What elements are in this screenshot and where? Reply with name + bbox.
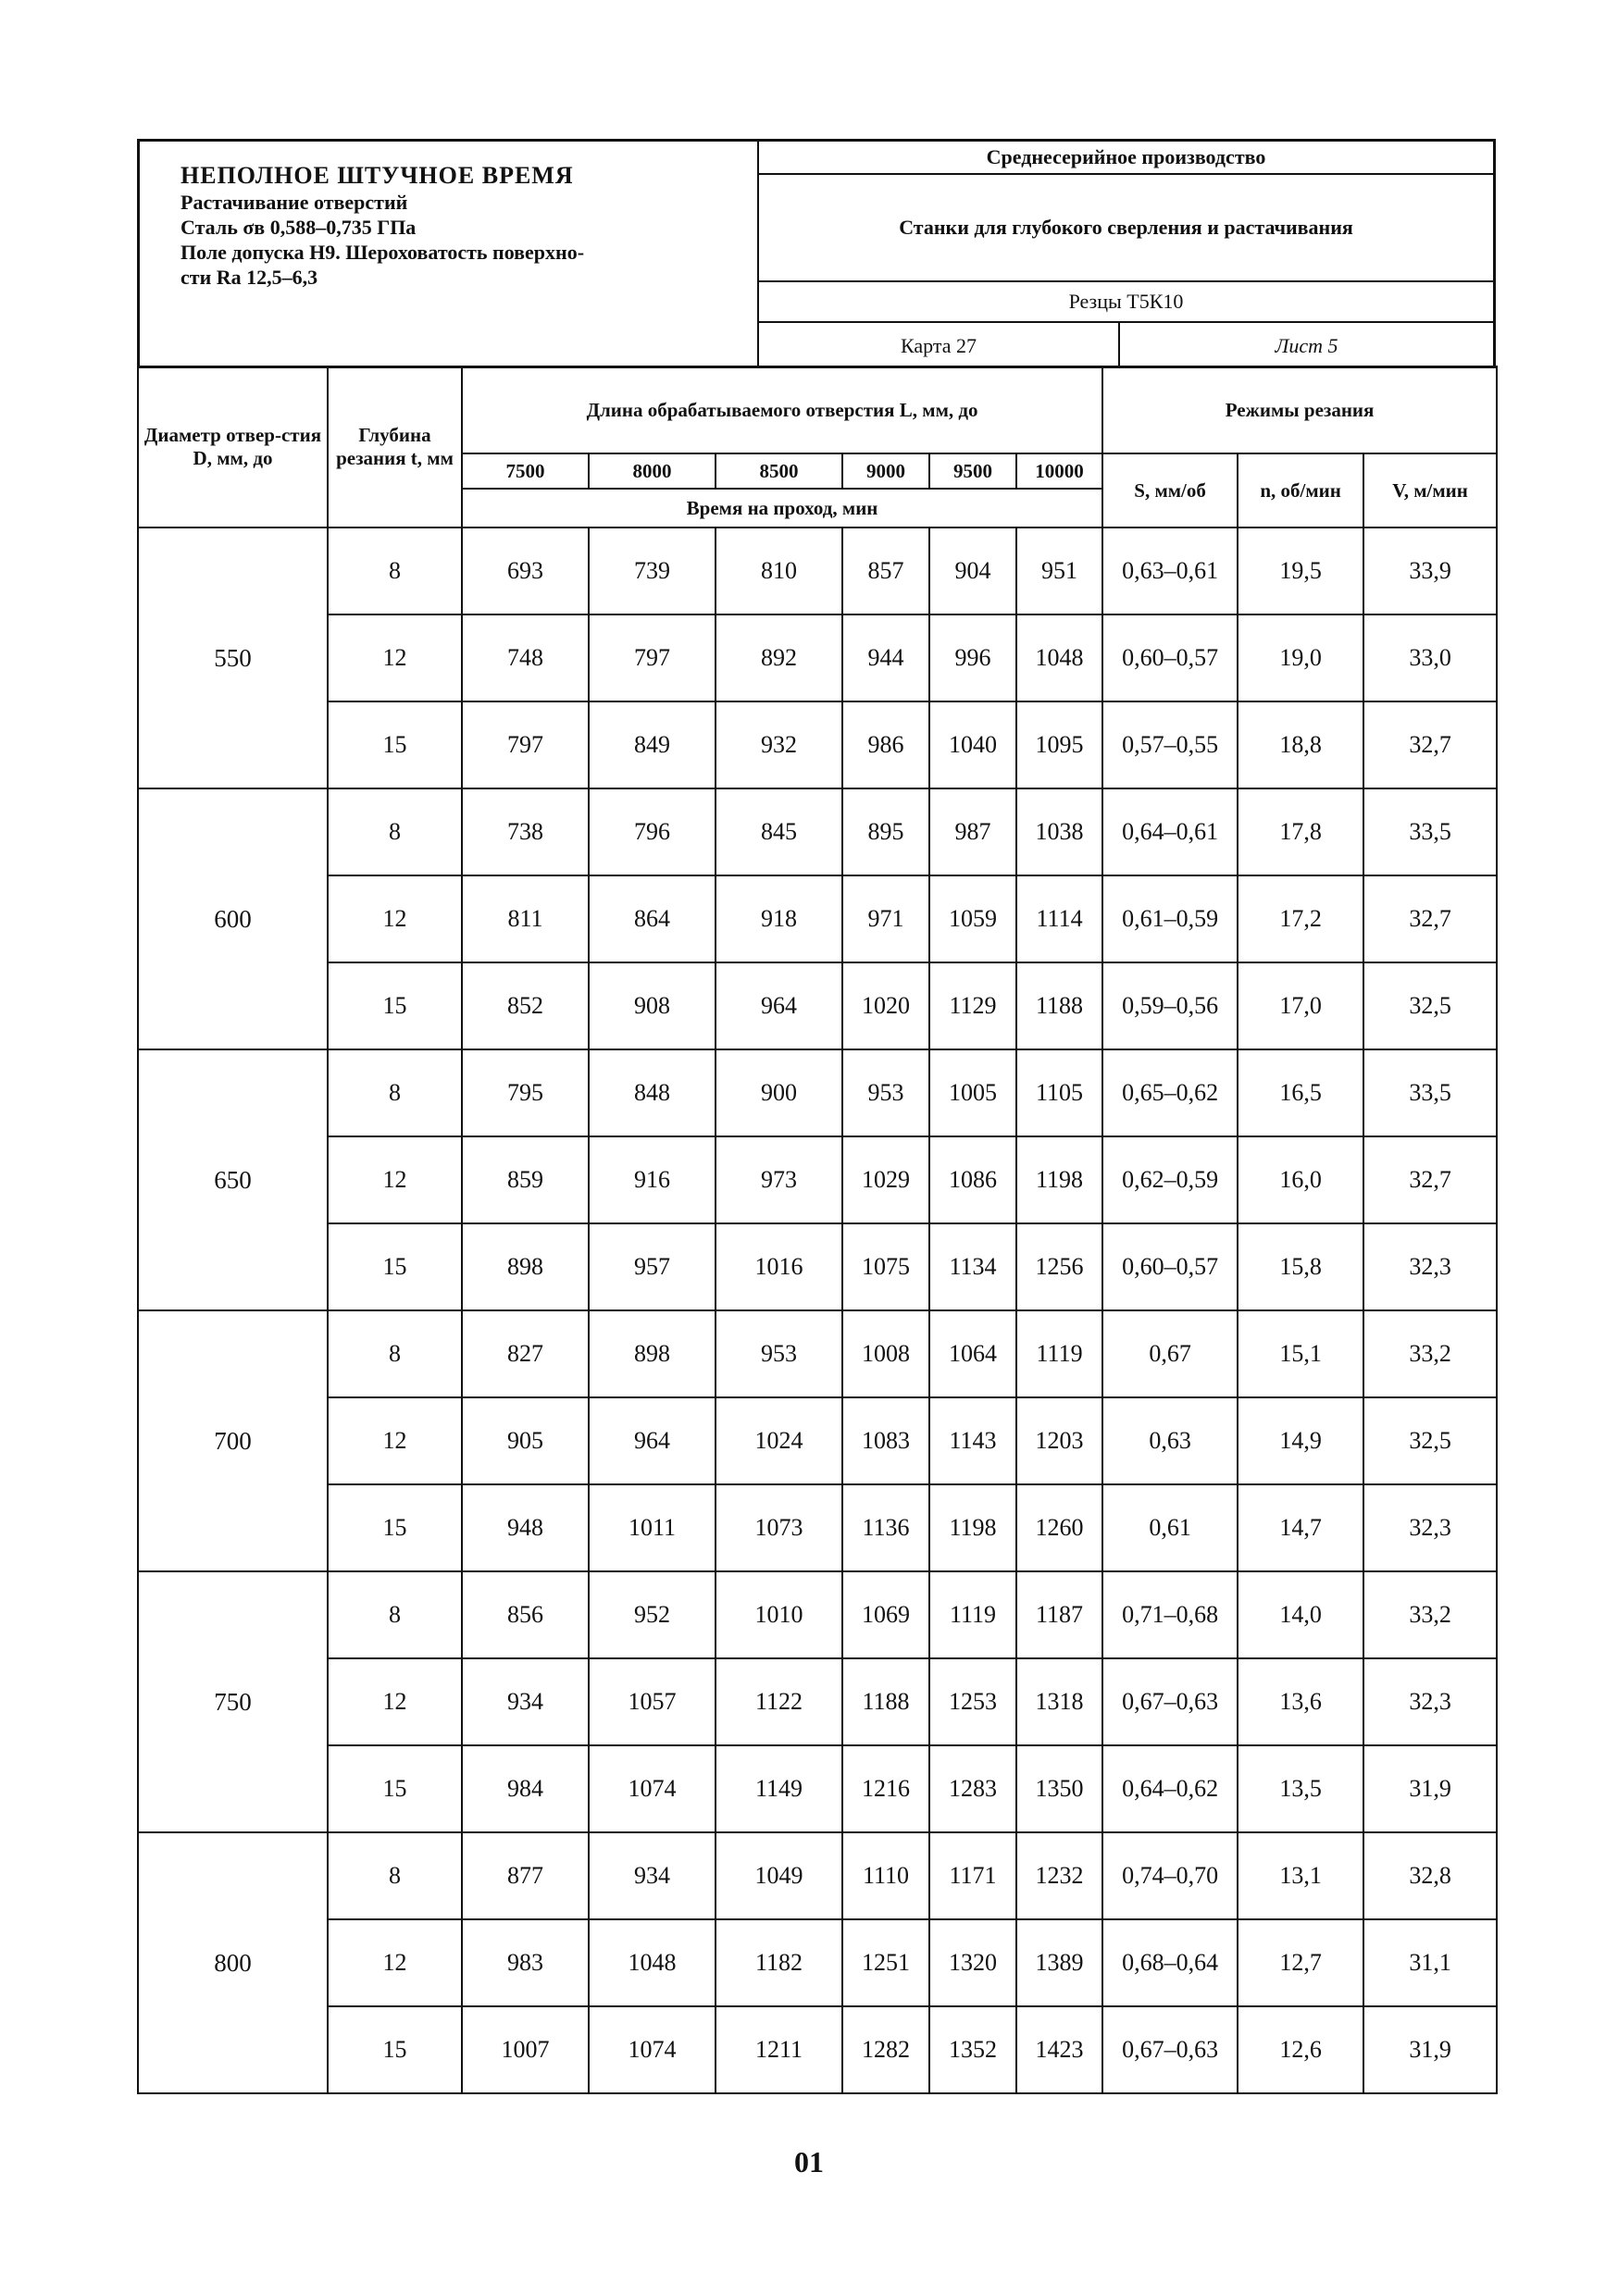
cutting-time-table bbox=[137, 366, 1498, 2094]
time-cell: 1318 bbox=[1016, 1658, 1102, 1745]
time-cell: 857 bbox=[842, 527, 929, 614]
rpm-cell: 16,5 bbox=[1238, 1049, 1363, 1136]
feed-cell: 0,74–0,70 bbox=[1102, 1832, 1238, 1919]
length-9000: 9000 bbox=[842, 453, 929, 489]
time-cell: 810 bbox=[716, 527, 842, 614]
time-cell: 1352 bbox=[929, 2006, 1016, 2093]
depth-cell: 15 bbox=[328, 1745, 462, 1832]
time-cell: 1232 bbox=[1016, 1832, 1102, 1919]
header-length: Длина обрабатываемого отверстия L, мм, до bbox=[462, 366, 1102, 453]
cutting-speed-cell: 33,2 bbox=[1363, 1310, 1497, 1397]
time-cell: 1119 bbox=[929, 1571, 1016, 1658]
cutting-speed-cell: 32,7 bbox=[1363, 701, 1497, 788]
feed-cell: 0,59–0,56 bbox=[1102, 962, 1238, 1049]
time-cell: 1119 bbox=[1016, 1310, 1102, 1397]
time-cell: 1073 bbox=[716, 1484, 842, 1571]
time-cell: 1143 bbox=[929, 1397, 1016, 1484]
time-cell: 811 bbox=[462, 875, 589, 962]
time-cell: 1083 bbox=[842, 1397, 929, 1484]
rpm-cell: 13,5 bbox=[1238, 1745, 1363, 1832]
cutting-speed-cell: 33,2 bbox=[1363, 1571, 1497, 1658]
time-cell: 1187 bbox=[1016, 1571, 1102, 1658]
time-cell: 1188 bbox=[1016, 962, 1102, 1049]
time-cell: 1038 bbox=[1016, 788, 1102, 875]
depth-cell: 12 bbox=[328, 1397, 462, 1484]
time-cell: 1423 bbox=[1016, 2006, 1102, 2093]
time-cell: 1211 bbox=[716, 2006, 842, 2093]
time-cell: 1251 bbox=[842, 1919, 929, 2006]
depth-cell: 12 bbox=[328, 1919, 462, 2006]
header-speed-rpm: n, об/мин bbox=[1238, 453, 1363, 527]
time-cell: 964 bbox=[589, 1397, 716, 1484]
time-cell: 964 bbox=[716, 962, 842, 1049]
diameter-cell: 600 bbox=[138, 788, 328, 1049]
table-row bbox=[138, 788, 1497, 875]
length-8500: 8500 bbox=[716, 453, 842, 489]
rpm-cell: 19,0 bbox=[1238, 614, 1363, 701]
cutting-speed-cell: 31,1 bbox=[1363, 1919, 1497, 2006]
time-cell: 1048 bbox=[589, 1919, 716, 2006]
time-cell: 1182 bbox=[716, 1919, 842, 2006]
time-cell: 796 bbox=[589, 788, 716, 875]
table-row bbox=[138, 1049, 1497, 1136]
feed-cell: 0,67 bbox=[1102, 1310, 1238, 1397]
time-cell: 953 bbox=[716, 1310, 842, 1397]
time-cell: 1086 bbox=[929, 1136, 1016, 1223]
rpm-cell: 13,6 bbox=[1238, 1658, 1363, 1745]
feed-cell: 0,64–0,61 bbox=[1102, 788, 1238, 875]
time-cell: 1149 bbox=[716, 1745, 842, 1832]
feed-cell: 0,64–0,62 bbox=[1102, 1745, 1238, 1832]
table-row bbox=[138, 1745, 1497, 1832]
header-time-per-pass: Время на проход, мин bbox=[462, 489, 1102, 527]
time-cell: 971 bbox=[842, 875, 929, 962]
rpm-cell: 17,2 bbox=[1238, 875, 1363, 962]
time-cell: 934 bbox=[589, 1832, 716, 1919]
time-cell: 1198 bbox=[1016, 1136, 1102, 1223]
time-cell: 739 bbox=[589, 527, 716, 614]
card-number: Карта 27 bbox=[759, 323, 1120, 368]
time-cell: 1016 bbox=[716, 1223, 842, 1310]
feed-cell: 0,61 bbox=[1102, 1484, 1238, 1571]
cutting-speed-cell: 32,3 bbox=[1363, 1658, 1497, 1745]
header-depth: Глубина резания t, мм bbox=[328, 366, 462, 527]
table-row bbox=[138, 701, 1497, 788]
table-row bbox=[138, 1397, 1497, 1484]
table-row bbox=[138, 527, 1497, 614]
rpm-cell: 17,8 bbox=[1238, 788, 1363, 875]
time-cell: 1282 bbox=[842, 2006, 929, 2093]
time-cell: 908 bbox=[589, 962, 716, 1049]
table-row bbox=[138, 1571, 1497, 1658]
time-cell: 1024 bbox=[716, 1397, 842, 1484]
time-cell: 1188 bbox=[842, 1658, 929, 1745]
table-row bbox=[138, 1832, 1497, 1919]
time-cell: 944 bbox=[842, 614, 929, 701]
time-cell: 848 bbox=[589, 1049, 716, 1136]
time-cell: 1136 bbox=[842, 1484, 929, 1571]
cutter-type: Резцы Т5К10 bbox=[759, 282, 1493, 323]
depth-cell: 15 bbox=[328, 701, 462, 788]
time-cell: 864 bbox=[589, 875, 716, 962]
cutting-speed-cell: 32,3 bbox=[1363, 1223, 1497, 1310]
time-cell: 738 bbox=[462, 788, 589, 875]
time-cell: 952 bbox=[589, 1571, 716, 1658]
time-cell: 1049 bbox=[716, 1832, 842, 1919]
rpm-cell: 17,0 bbox=[1238, 962, 1363, 1049]
header-feed: S, мм/об bbox=[1102, 453, 1238, 527]
feed-cell: 0,57–0,55 bbox=[1102, 701, 1238, 788]
cutting-speed-cell: 32,3 bbox=[1363, 1484, 1497, 1571]
time-cell: 951 bbox=[1016, 527, 1102, 614]
time-cell: 1029 bbox=[842, 1136, 929, 1223]
header-block bbox=[137, 139, 1496, 368]
time-cell: 905 bbox=[462, 1397, 589, 1484]
table-row bbox=[138, 1484, 1497, 1571]
cutting-speed-cell: 33,5 bbox=[1363, 788, 1497, 875]
feed-cell: 0,65–0,62 bbox=[1102, 1049, 1238, 1136]
time-cell: 1057 bbox=[589, 1658, 716, 1745]
doc-title: НЕПОЛНОЕ ШТУЧНОЕ ВРЕМЯ bbox=[180, 162, 574, 189]
depth-cell: 12 bbox=[328, 614, 462, 701]
feed-cell: 0,61–0,59 bbox=[1102, 875, 1238, 962]
time-cell: 1048 bbox=[1016, 614, 1102, 701]
rpm-cell: 14,7 bbox=[1238, 1484, 1363, 1571]
table-row bbox=[138, 1136, 1497, 1223]
table-row bbox=[138, 1919, 1497, 2006]
header-diameter: Диаметр отвер-стия D, мм, до bbox=[138, 366, 328, 527]
time-cell: 1105 bbox=[1016, 1049, 1102, 1136]
card-sheet-row bbox=[759, 323, 1493, 368]
depth-cell: 15 bbox=[328, 2006, 462, 2093]
time-cell: 1283 bbox=[929, 1745, 1016, 1832]
time-cell: 984 bbox=[462, 1745, 589, 1832]
time-cell: 1005 bbox=[929, 1049, 1016, 1136]
length-7500: 7500 bbox=[462, 453, 589, 489]
feed-cell: 0,60–0,57 bbox=[1102, 614, 1238, 701]
time-cell: 957 bbox=[589, 1223, 716, 1310]
header-title-block bbox=[140, 142, 759, 368]
time-cell: 877 bbox=[462, 1832, 589, 1919]
time-cell: 932 bbox=[716, 701, 842, 788]
time-cell: 898 bbox=[462, 1223, 589, 1310]
time-cell: 1064 bbox=[929, 1310, 1016, 1397]
diameter-cell: 550 bbox=[138, 527, 328, 788]
rpm-cell: 19,5 bbox=[1238, 527, 1363, 614]
time-cell: 1260 bbox=[1016, 1484, 1102, 1571]
time-cell: 1216 bbox=[842, 1745, 929, 1832]
diameter-cell: 750 bbox=[138, 1571, 328, 1832]
length-8000: 8000 bbox=[589, 453, 716, 489]
diameter-cell: 650 bbox=[138, 1049, 328, 1310]
time-cell: 986 bbox=[842, 701, 929, 788]
feed-cell: 0,63–0,61 bbox=[1102, 527, 1238, 614]
diameter-cell: 700 bbox=[138, 1310, 328, 1571]
time-cell: 983 bbox=[462, 1919, 589, 2006]
depth-cell: 12 bbox=[328, 875, 462, 962]
header-modes: Режимы резания bbox=[1102, 366, 1497, 453]
time-cell: 900 bbox=[716, 1049, 842, 1136]
depth-cell: 8 bbox=[328, 527, 462, 614]
depth-cell: 8 bbox=[328, 1310, 462, 1397]
table-head bbox=[138, 366, 1497, 527]
depth-cell: 8 bbox=[328, 788, 462, 875]
time-cell: 1059 bbox=[929, 875, 1016, 962]
time-cell: 1389 bbox=[1016, 1919, 1102, 2006]
time-cell: 795 bbox=[462, 1049, 589, 1136]
time-cell: 898 bbox=[589, 1310, 716, 1397]
time-cell: 797 bbox=[589, 614, 716, 701]
table-row bbox=[138, 2006, 1497, 2093]
depth-cell: 8 bbox=[328, 1832, 462, 1919]
time-cell: 1256 bbox=[1016, 1223, 1102, 1310]
time-cell: 1040 bbox=[929, 701, 1016, 788]
time-cell: 1095 bbox=[1016, 701, 1102, 788]
time-cell: 1008 bbox=[842, 1310, 929, 1397]
depth-cell: 12 bbox=[328, 1658, 462, 1745]
doc-subtitle-line: Растачивание отверстий bbox=[180, 191, 408, 214]
time-cell: 996 bbox=[929, 614, 1016, 701]
depth-cell: 15 bbox=[328, 1223, 462, 1310]
feed-cell: 0,67–0,63 bbox=[1102, 1658, 1238, 1745]
cutting-speed-cell: 32,5 bbox=[1363, 962, 1497, 1049]
depth-cell: 15 bbox=[328, 1484, 462, 1571]
rpm-cell: 12,6 bbox=[1238, 2006, 1363, 2093]
time-cell: 948 bbox=[462, 1484, 589, 1571]
table-body bbox=[138, 527, 1497, 2093]
time-cell: 892 bbox=[716, 614, 842, 701]
machine-type: Станки для глубокого сверления и растачивания bbox=[759, 175, 1493, 282]
time-cell: 1074 bbox=[589, 1745, 716, 1832]
doc-subtitle-line: Сталь σв 0,588–0,735 ГПа bbox=[180, 216, 417, 239]
cutting-speed-cell: 32,5 bbox=[1363, 1397, 1497, 1484]
time-cell: 845 bbox=[716, 788, 842, 875]
feed-cell: 0,60–0,57 bbox=[1102, 1223, 1238, 1310]
time-cell: 916 bbox=[589, 1136, 716, 1223]
header-info-block bbox=[759, 142, 1493, 368]
depth-cell: 8 bbox=[328, 1049, 462, 1136]
time-cell: 1069 bbox=[842, 1571, 929, 1658]
table-row bbox=[138, 875, 1497, 962]
feed-cell: 0,63 bbox=[1102, 1397, 1238, 1484]
time-cell: 934 bbox=[462, 1658, 589, 1745]
table-row bbox=[138, 962, 1497, 1049]
time-cell: 852 bbox=[462, 962, 589, 1049]
time-cell: 904 bbox=[929, 527, 1016, 614]
doc-subtitle-line: сти Ra 12,5–6,3 bbox=[180, 266, 318, 289]
diameter-cell: 800 bbox=[138, 1832, 328, 2093]
time-cell: 1114 bbox=[1016, 875, 1102, 962]
time-cell: 693 bbox=[462, 527, 589, 614]
feed-cell: 0,67–0,63 bbox=[1102, 2006, 1238, 2093]
time-cell: 1007 bbox=[462, 2006, 589, 2093]
time-cell: 918 bbox=[716, 875, 842, 962]
cutting-speed-cell: 32,7 bbox=[1363, 875, 1497, 962]
time-cell: 1253 bbox=[929, 1658, 1016, 1745]
cutting-speed-cell: 32,7 bbox=[1363, 1136, 1497, 1223]
cutting-speed-cell: 33,5 bbox=[1363, 1049, 1497, 1136]
time-cell: 849 bbox=[589, 701, 716, 788]
production-type: Среднесерийное производство bbox=[759, 142, 1493, 175]
cutting-speed-cell: 31,9 bbox=[1363, 2006, 1497, 2093]
time-cell: 856 bbox=[462, 1571, 589, 1658]
time-cell: 953 bbox=[842, 1049, 929, 1136]
time-cell: 1074 bbox=[589, 2006, 716, 2093]
cutting-speed-cell: 33,0 bbox=[1363, 614, 1497, 701]
feed-cell: 0,68–0,64 bbox=[1102, 1919, 1238, 2006]
time-cell: 1020 bbox=[842, 962, 929, 1049]
time-cell: 797 bbox=[462, 701, 589, 788]
time-cell: 1010 bbox=[716, 1571, 842, 1658]
time-cell: 748 bbox=[462, 614, 589, 701]
time-cell: 1075 bbox=[842, 1223, 929, 1310]
table-row bbox=[138, 614, 1497, 701]
time-cell: 1198 bbox=[929, 1484, 1016, 1571]
rpm-cell: 15,8 bbox=[1238, 1223, 1363, 1310]
rpm-cell: 15,1 bbox=[1238, 1310, 1363, 1397]
length-9500: 9500 bbox=[929, 453, 1016, 489]
time-cell: 973 bbox=[716, 1136, 842, 1223]
time-cell: 1171 bbox=[929, 1832, 1016, 1919]
table-row bbox=[138, 1223, 1497, 1310]
time-cell: 895 bbox=[842, 788, 929, 875]
time-cell: 1122 bbox=[716, 1658, 842, 1745]
page-number: 01 bbox=[794, 2145, 824, 2178]
rpm-cell: 16,0 bbox=[1238, 1136, 1363, 1223]
rpm-cell: 14,0 bbox=[1238, 1571, 1363, 1658]
sheet-number: Лист 5 bbox=[1275, 333, 1338, 357]
depth-cell: 15 bbox=[328, 962, 462, 1049]
doc-subtitle-line: Поле допуска Н9. Шероховатость поверхно- bbox=[180, 241, 585, 264]
feed-cell: 0,71–0,68 bbox=[1102, 1571, 1238, 1658]
depth-cell: 12 bbox=[328, 1136, 462, 1223]
header-cutting-speed: V, м/мин bbox=[1363, 453, 1497, 527]
time-cell: 1129 bbox=[929, 962, 1016, 1049]
time-cell: 1011 bbox=[589, 1484, 716, 1571]
rpm-cell: 13,1 bbox=[1238, 1832, 1363, 1919]
table-row bbox=[138, 1310, 1497, 1397]
time-cell: 1203 bbox=[1016, 1397, 1102, 1484]
cutting-speed-cell: 33,9 bbox=[1363, 527, 1497, 614]
feed-cell: 0,62–0,59 bbox=[1102, 1136, 1238, 1223]
rpm-cell: 12,7 bbox=[1238, 1919, 1363, 2006]
time-cell: 1350 bbox=[1016, 1745, 1102, 1832]
length-10000: 10000 bbox=[1016, 453, 1102, 489]
cutting-speed-cell: 32,8 bbox=[1363, 1832, 1497, 1919]
rpm-cell: 14,9 bbox=[1238, 1397, 1363, 1484]
table-row bbox=[138, 1658, 1497, 1745]
time-cell: 1134 bbox=[929, 1223, 1016, 1310]
cutting-speed-cell: 31,9 bbox=[1363, 1745, 1497, 1832]
depth-cell: 8 bbox=[328, 1571, 462, 1658]
time-cell: 827 bbox=[462, 1310, 589, 1397]
time-cell: 1110 bbox=[842, 1832, 929, 1919]
rpm-cell: 18,8 bbox=[1238, 701, 1363, 788]
time-cell: 987 bbox=[929, 788, 1016, 875]
time-cell: 859 bbox=[462, 1136, 589, 1223]
time-cell: 1320 bbox=[929, 1919, 1016, 2006]
